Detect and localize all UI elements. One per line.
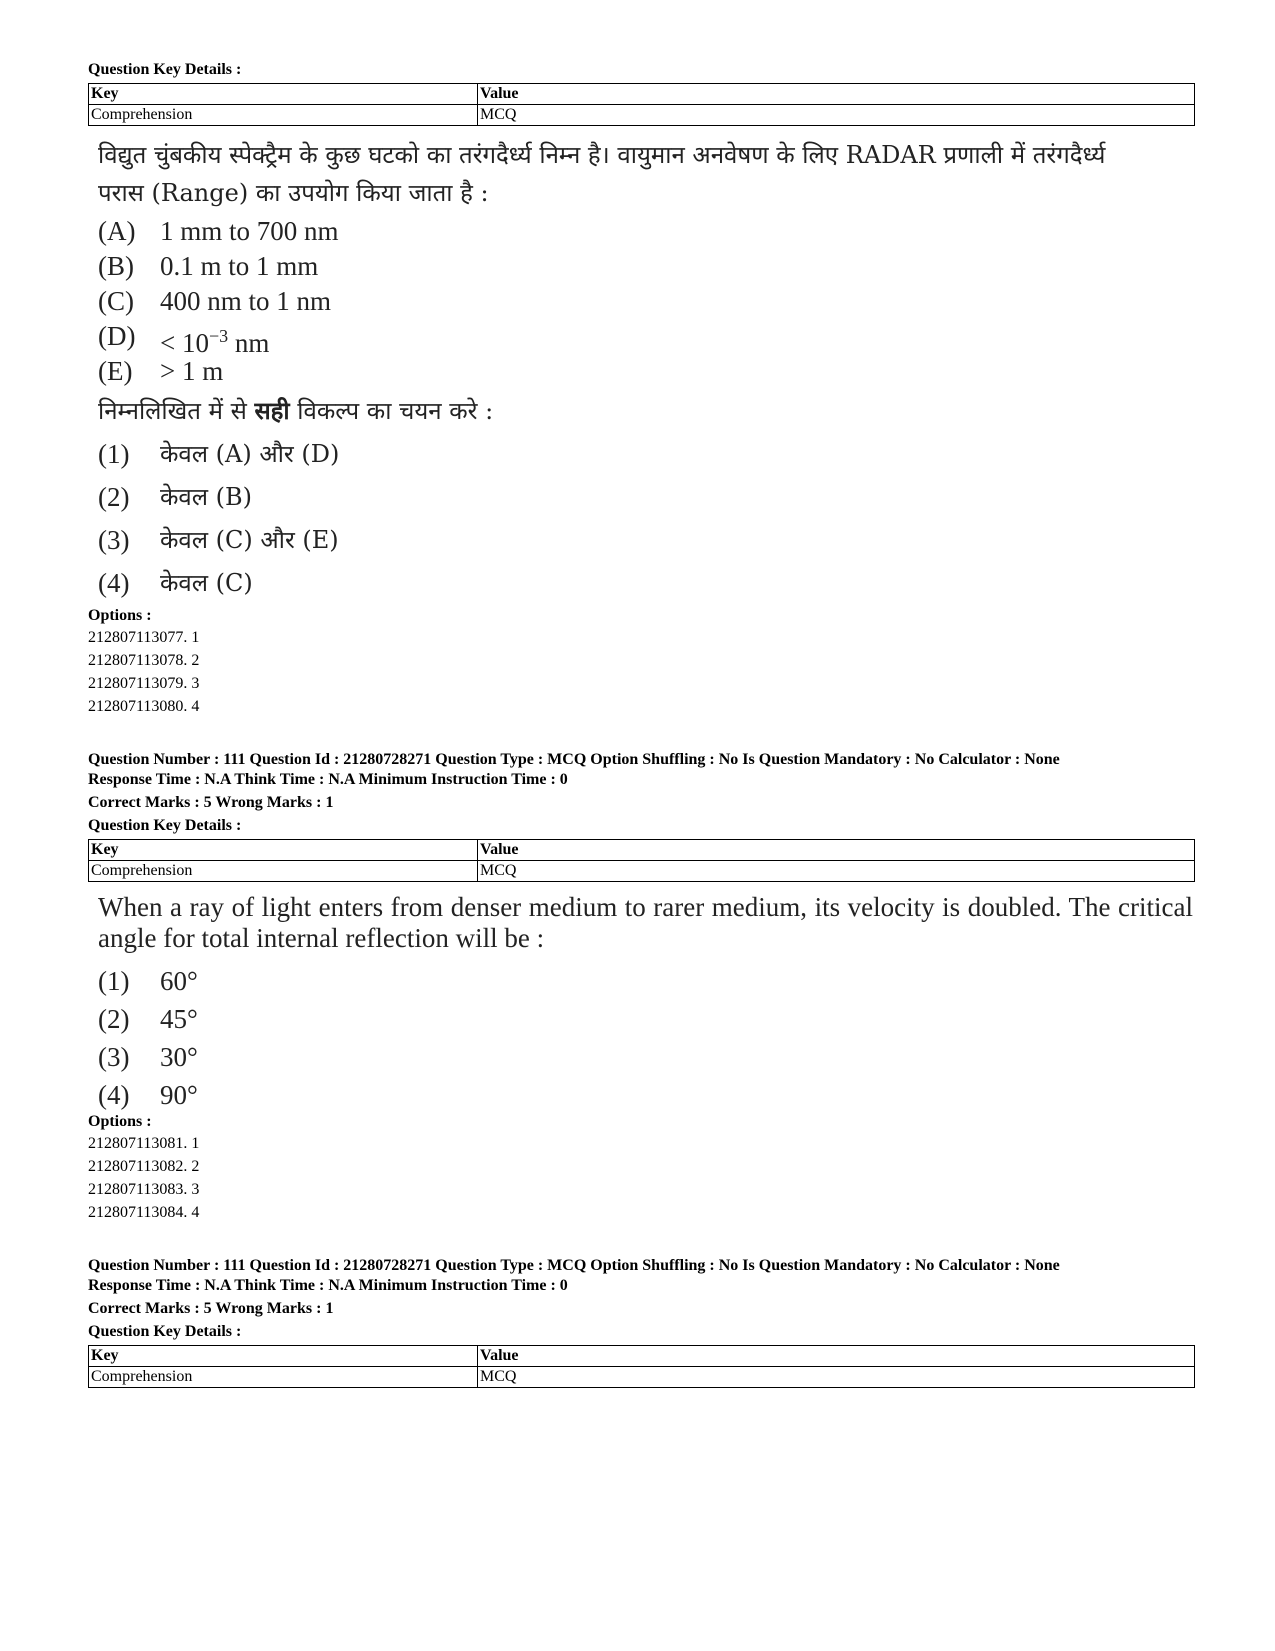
choice-2: (2) केवल (B) <box>98 482 253 512</box>
key-details-table <box>88 83 1195 126</box>
option-id: 212807113077. 1 <box>88 629 200 646</box>
statement-e: (E) > 1 m <box>98 356 224 386</box>
value-cell: MCQ <box>478 861 1195 882</box>
value-header: Value <box>478 84 1195 105</box>
key-cell: Comprehension <box>89 105 478 126</box>
question-line-2: परास (Range) का उपयोग किया जाता है : <box>98 179 489 207</box>
key-header: Key <box>89 840 478 861</box>
question-meta-line-1: Question Number : 111 Question Id : 21280728271 Question Type : MCQ Option Shuffling : No Is Question Mandatory : No Calculator : None <box>88 751 1060 768</box>
table-header-row <box>89 840 1195 861</box>
choice-4: (4) केवल (C) <box>98 568 253 598</box>
options-block-2 <box>88 1112 1195 1224</box>
question-line-1: विद्युत चुंबकीय स्पेक्ट्रैम के कुछ घटको का तरंगदैर्ध्य निम्न है। वायुमान अनवेषण के लिए RADAR प्रणाली में तरंगदैर्ध्य <box>98 141 1106 169</box>
option-id: 212807113083. 3 <box>88 1181 200 1198</box>
option-id: 212807113079. 3 <box>88 675 200 692</box>
question-meta-line-1: Question Number : 111 Question Id : 21280728271 Question Type : MCQ Option Shuffling : No Is Question Mandatory : No Calculator : None <box>88 1257 1060 1274</box>
question-text: When a ray of light enters from denser medium to rarer medium, its velocity is doubled. The critical angle for total internal reflection will be : <box>98 892 1193 953</box>
choice-3: (3) 30° <box>98 1042 198 1072</box>
statement-list <box>88 214 1195 389</box>
choice-2: (2) 45° <box>98 1004 198 1034</box>
key-details-label: Question Key Details : <box>88 1323 242 1340</box>
question-block-2 <box>88 750 1195 1114</box>
choice-1: (1) 60° <box>98 966 198 996</box>
key-details-label: Question Key Details : <box>88 817 242 834</box>
choice-1: (1) केवल (A) और (D) <box>98 439 340 469</box>
option-id: 212807113081. 1 <box>88 1135 200 1152</box>
value-header: Value <box>478 840 1195 861</box>
table-row <box>89 105 1195 126</box>
value-cell: MCQ <box>478 1367 1195 1388</box>
table-row <box>89 861 1195 882</box>
statement-c: (C) 400 nm to 1 nm <box>98 286 332 316</box>
table-header-row <box>89 84 1195 105</box>
key-details-label: Question Key Details : <box>88 61 242 78</box>
choice-list <box>88 962 1195 1114</box>
question-meta-line-2: Response Time : N.A Think Time : N.A Minimum Instruction Time : 0 <box>88 1277 568 1294</box>
choice-4: (4) 90° <box>98 1080 198 1110</box>
question-block-1 <box>88 60 1195 605</box>
key-details-table <box>88 1345 1195 1388</box>
table-row <box>89 1367 1195 1388</box>
option-id: 212807113082. 2 <box>88 1158 200 1175</box>
option-id: 212807113080. 4 <box>88 698 200 715</box>
question-text <box>98 136 1193 212</box>
marks-line: Correct Marks : 5 Wrong Marks : 1 <box>88 1300 334 1317</box>
option-id: 212807113084. 4 <box>88 1204 200 1221</box>
value-header: Value <box>478 1346 1195 1367</box>
key-cell: Comprehension <box>89 1367 478 1388</box>
question-block-3 <box>88 1256 1195 1388</box>
instruction-line: निम्नलिखित में से सही विकल्प का चयन करे : <box>98 396 494 425</box>
marks-line: Correct Marks : 5 Wrong Marks : 1 <box>88 794 334 811</box>
choice-list <box>88 433 1195 605</box>
options-label: Options : <box>88 1113 152 1130</box>
key-cell: Comprehension <box>89 861 478 882</box>
statement-d: (D) < $10^{-3}$ nm <box>98 321 270 358</box>
choice-3: (3) केवल (C) और (E) <box>98 525 339 555</box>
question-meta-line-2: Response Time : N.A Think Time : N.A Minimum Instruction Time : 0 <box>88 771 568 788</box>
table-header-row <box>89 1346 1195 1367</box>
key-header: Key <box>89 84 478 105</box>
statement-a: (A) 1 mm to 700 nm <box>98 216 339 246</box>
options-label: Options : <box>88 607 152 624</box>
option-id: 212807113078. 2 <box>88 652 200 669</box>
key-header: Key <box>89 1346 478 1367</box>
options-block-1 <box>88 606 1195 718</box>
key-details-table <box>88 839 1195 882</box>
statement-b: (B) 0.1 m to 1 mm <box>98 251 319 281</box>
value-cell: MCQ <box>478 105 1195 126</box>
